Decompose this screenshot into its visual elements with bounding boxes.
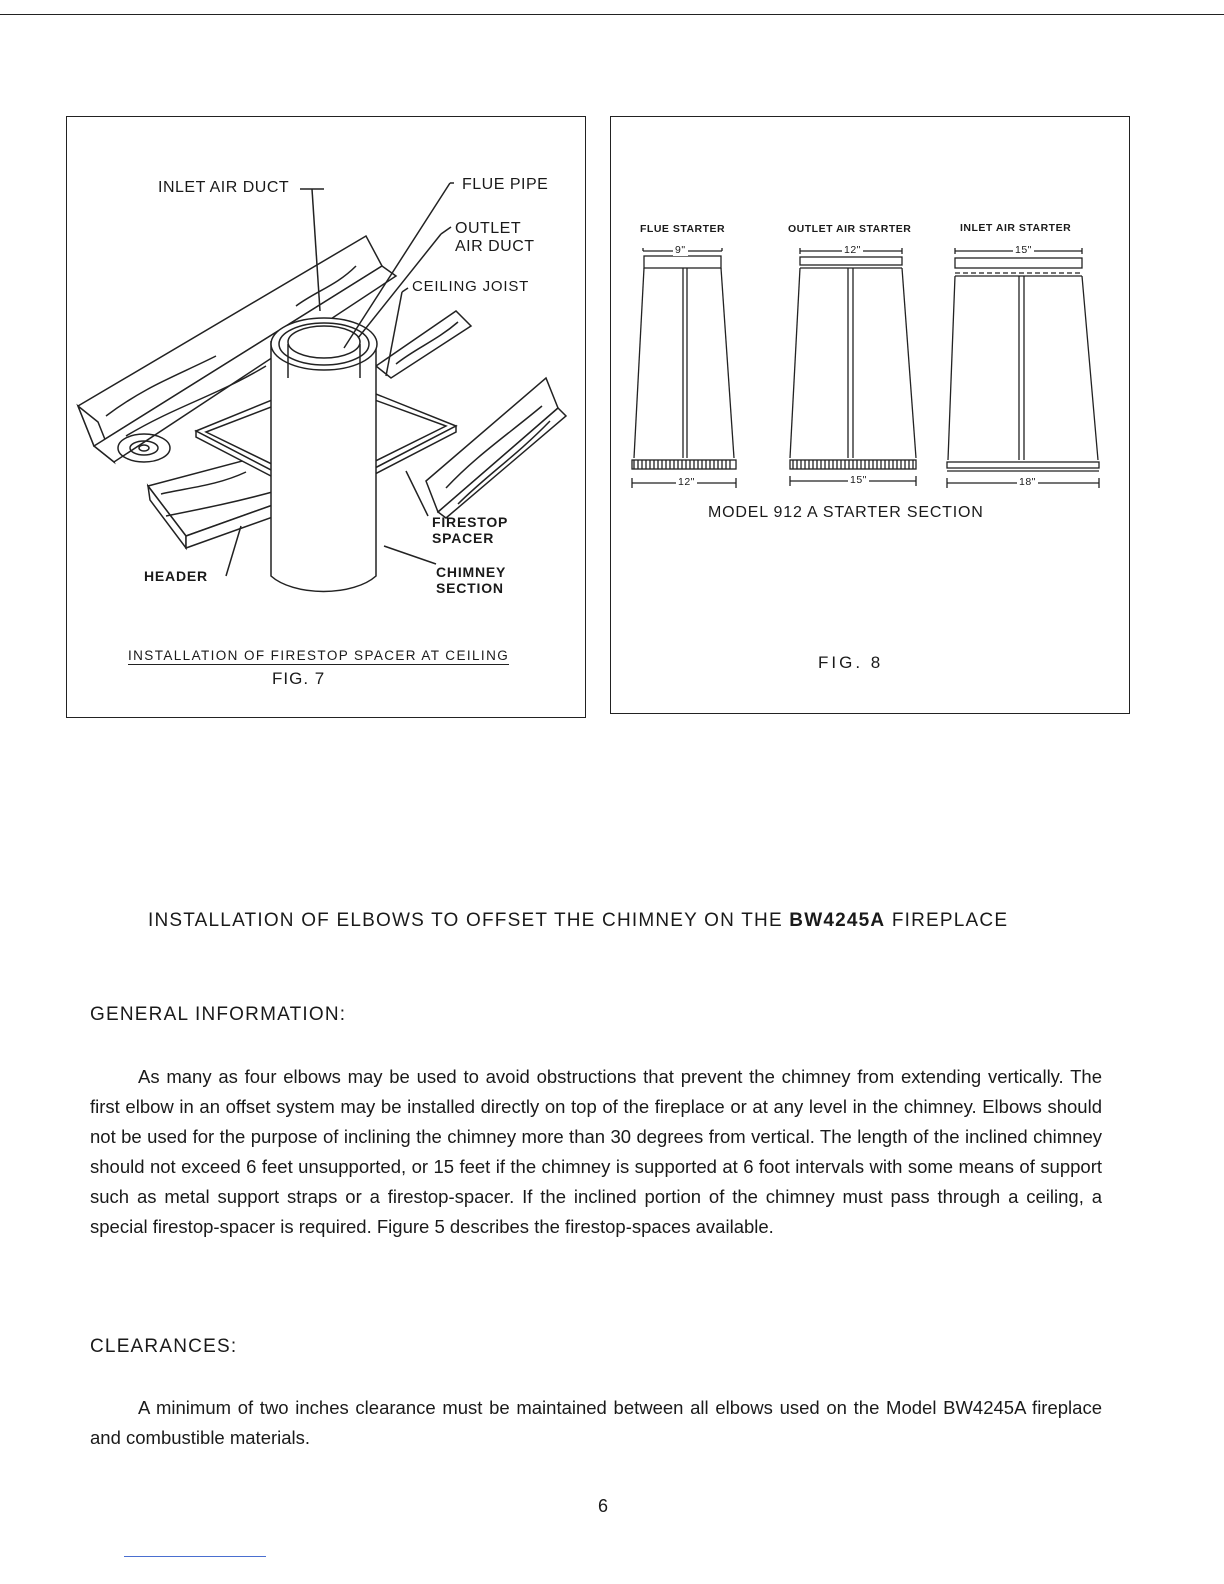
fig8-number: FIG. 8 [818,653,884,672]
fig8-inlet-top-dim: 15" [1015,244,1032,256]
main-heading-model: BW4245A [789,910,886,931]
fig8-starter-drawings [610,116,1128,712]
fig7-caption: INSTALLATION OF FIRESTOP SPACER AT CEILING [128,648,510,663]
fig8-flue-top-dim: 9" [675,244,686,256]
fig7-label-header: HEADER [144,568,208,584]
fig7-label-chimney-2: SECTION [436,580,504,596]
fig8-outlet-starter-label: OUTLET AIR STARTER [788,223,912,235]
inlet-air-starter-drawing [947,248,1099,488]
page-number: 6 [598,1496,609,1516]
fig7-number: FIG. 7 [272,669,326,688]
fig7-label-flue-pipe: FLUE PIPE [462,176,549,193]
section-body-general-information: As many as four elbows may be used to avoid obstructions that prevent the chimney from extending vertically. The first elbow in an offset system may be installed directly on top of the fireplace or at any level in the chimney. Elbows should not be used for the purpose of inclining the chimney more than 30 degrees from vertical. The length of the inclined chimney should not exceed 6 feet unsupported, or 15 feet if the chimney is supported at 6 foot intervals with some means of support such as metal support straps or a firestop-spacer. If the inclined portion of the chimney must pass through a ceiling, a special firestop-spacer is required. Figure 5 describes the firestop-spaces available. [90,1066,1102,1237]
main-heading-text: INSTALLATION OF ELBOWS TO OFFSET THE CHIMNEY ON THE [148,910,790,931]
fig7-label-outlet-1: OUTLET [455,220,522,237]
footer-rule [124,1556,266,1557]
fig7-label-inlet-air-duct: INLET AIR DUCT [158,179,290,196]
fig8-caption: MODEL 912 A STARTER SECTION [708,504,984,521]
fig7-label-firestop-2: SPACER [432,530,495,546]
outlet-air-starter-drawing [790,248,916,486]
flue-starter-drawing [632,248,736,488]
main-heading [148,910,1008,932]
fig8-flue-starter-label: FLUE STARTER [640,223,726,235]
fig8-flue-bottom-dim: 12" [678,476,695,488]
fig8-inlet-bottom-dim: 18" [1019,476,1036,488]
fig8-inlet-starter-label: INLET AIR STARTER [960,222,1072,234]
fig7-label-ceiling-joist: CEILING JOIST [412,278,530,295]
fig7-label-chimney-1: CHIMNEY [436,564,507,580]
main-heading-tail: FIREPLACE [885,910,1009,931]
page-top-rule [0,14,1224,15]
section-title-clearances: CLEARANCES: [90,1336,238,1357]
section-body-clearances: A minimum of two inches clearance must be maintained between all elbows used on the Model BW4245A fireplace and combustible materials. [90,1397,1102,1448]
section-title-general-information: GENERAL INFORMATION: [90,1004,347,1025]
fig8-outlet-top-dim: 12" [844,244,861,256]
fig7-illustration [66,116,584,716]
fig8-outlet-bottom-dim: 15" [850,474,867,486]
fig7-label-outlet-2: AIR DUCT [455,238,535,255]
fig7-label-firestop-1: FIRESTOP [432,514,509,530]
